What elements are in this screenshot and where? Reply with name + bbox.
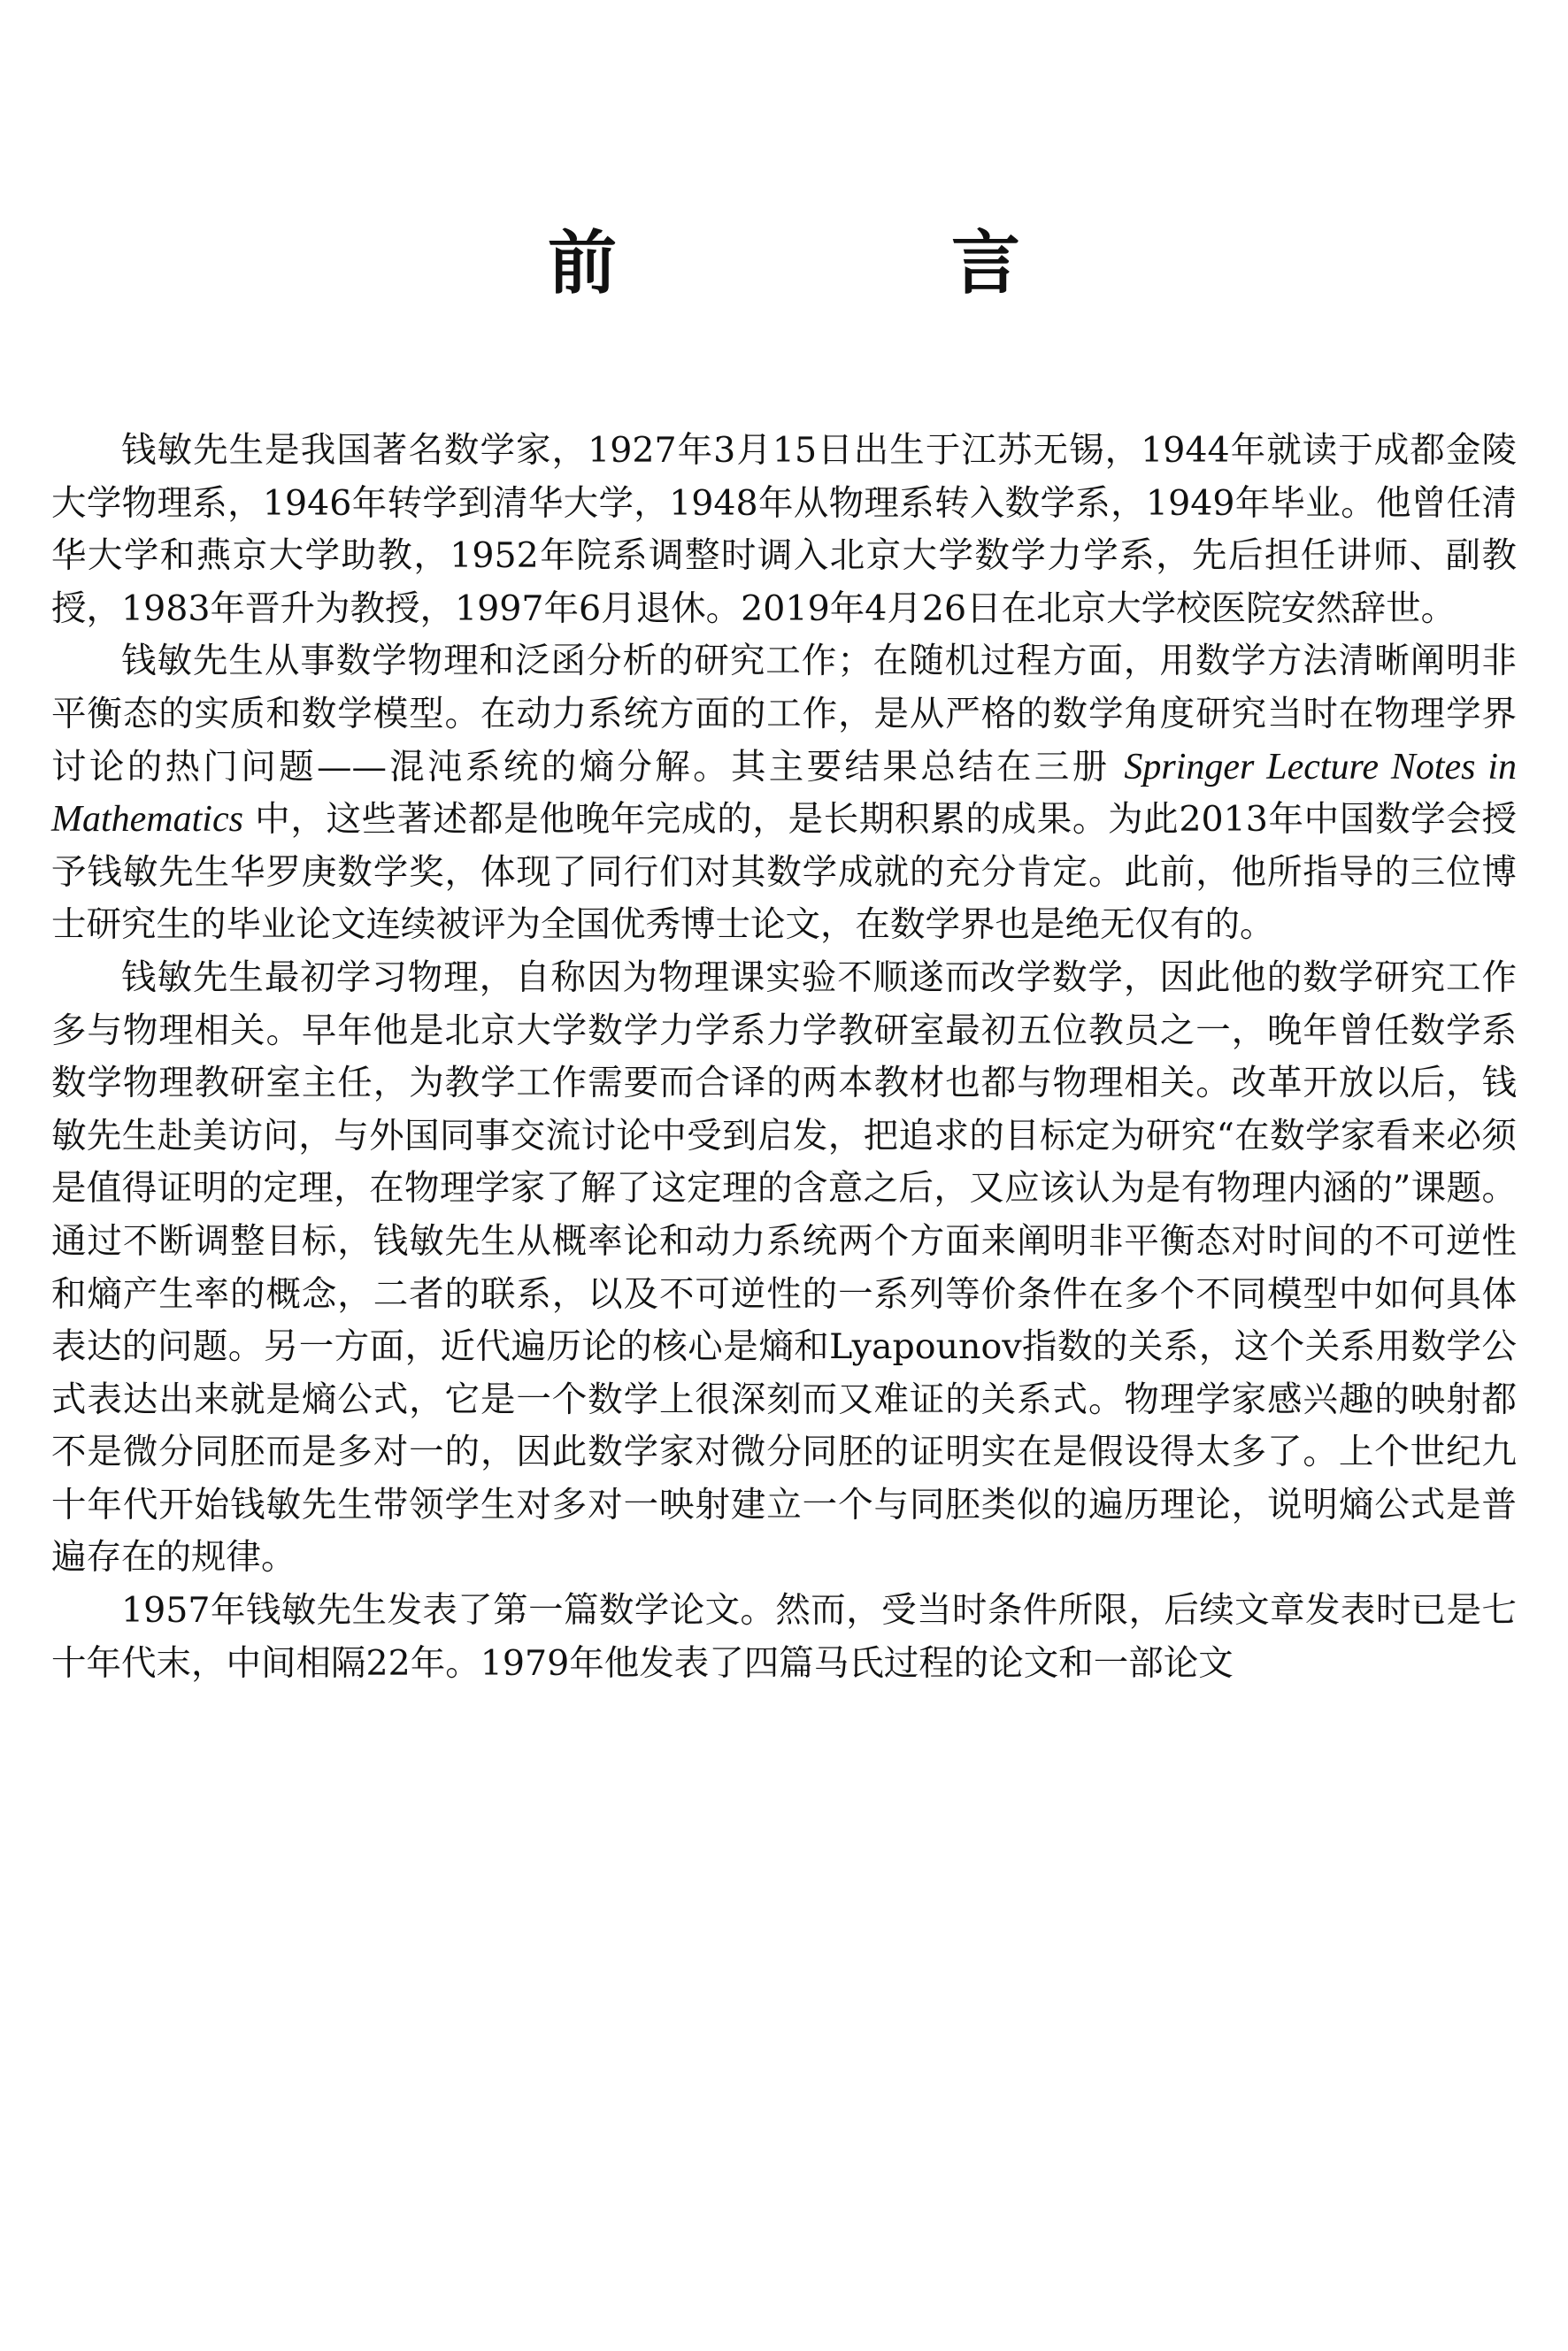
book-series-title: Springer Lecture Notes in Mathematics: [51, 746, 1518, 841]
body-text: [51, 425, 1517, 1690]
paragraph-2-text-before: 钱敏先生从事数学物理和泛函分析的研究工作；在随机过程方面，用数学方法清晰阐明非平衡态的实质和数学模型。在动力系统方面的工作，是从严格的数学角度研究当时在物理学界讨论的热门问题——混沌系统的熵分解。其主要结果总结在三册: [51, 641, 1517, 788]
paragraph-1-text: 钱敏先生是我国著名数学家，1927年3月15日出生于江苏无锡，1944年就读于成都金陵大学物理系，1946年转学到清华大学，1948年从物理系转入数学系，1949年毕业。他曾任清华大学和燕京大学助教，1952年院系调整时调入北京大学数学力学系，先后担任讲师、副教授，1983年晋升为教授，1997年6月退休。2019年4月26日在北京大学校医院安然辞世。: [51, 430, 1517, 629]
paragraph-1: [51, 425, 1517, 635]
paragraph-4: [51, 1585, 1517, 1690]
paragraph-3: [51, 952, 1517, 1585]
page-title: 前 言: [547, 224, 1153, 303]
paragraph-3-text: 钱敏先生最初学习物理，自称因为物理课实验不顺遂而改学数学，因此他的数学研究工作多与物理相关。早年他是北京大学数学力学系力学教研室最初五位教员之一，晚年曾任数学系数学物理教研室主任，为教学工作需要而合译的两本教材也都与物理相关。改革开放以后，钱敏先生赴美访问，与外国同事交流讨论中受到启发，把追求的目标定为研究“在数学家看来必须是值得证明的定理，在物理学家了解了这定理的含意之后，又应该认为是有物理内涵的”课题。通过不断调整目标，钱敏先生从概率论和动力系统两个方面来阐明非平衡态对时间的不可逆性和熵产生率的概念，二者的联系，以及不可逆性的一系列等价条件在多个不同模型中如何具体表达的问题。另一方面，近代遍历论的核心是熵和Lyapounov指数的关系，这个关系用数学公式表达出来就是熵公式，它是一个数学上很深刻而又难证的关系式。物理学家感兴趣的映射都不是微分同胚而是多对一的，因此数学家对微分同胚的证明实在是假设得太多了。上个世纪九十年代开始钱敏先生带领学生对多对一映射建立一个与同胚类似的遍历理论，说明熵公式是普遍存在的规律。: [51, 957, 1517, 1579]
paragraph-4-text: 1957年钱敏先生发表了第一篇数学论文。然而，受当时条件所限，后续文章发表时已是七十年代末，中间相隔22年。1979年他发表了四篇马氏过程的论文和一部论文: [51, 1590, 1517, 1684]
paragraph-2-text-after: 中，这些著述都是他晚年完成的，是长期积累的成果。为此2013年中国数学会授予钱敏先生华罗庚数学奖，体现了同行们对其数学成就的充分肯定。此前，他所指导的三位博士研究生的毕业论文连续被评为全国优秀博士论文，在数学界也是绝无仅有的。: [51, 799, 1517, 946]
paragraph-2: [51, 635, 1517, 952]
